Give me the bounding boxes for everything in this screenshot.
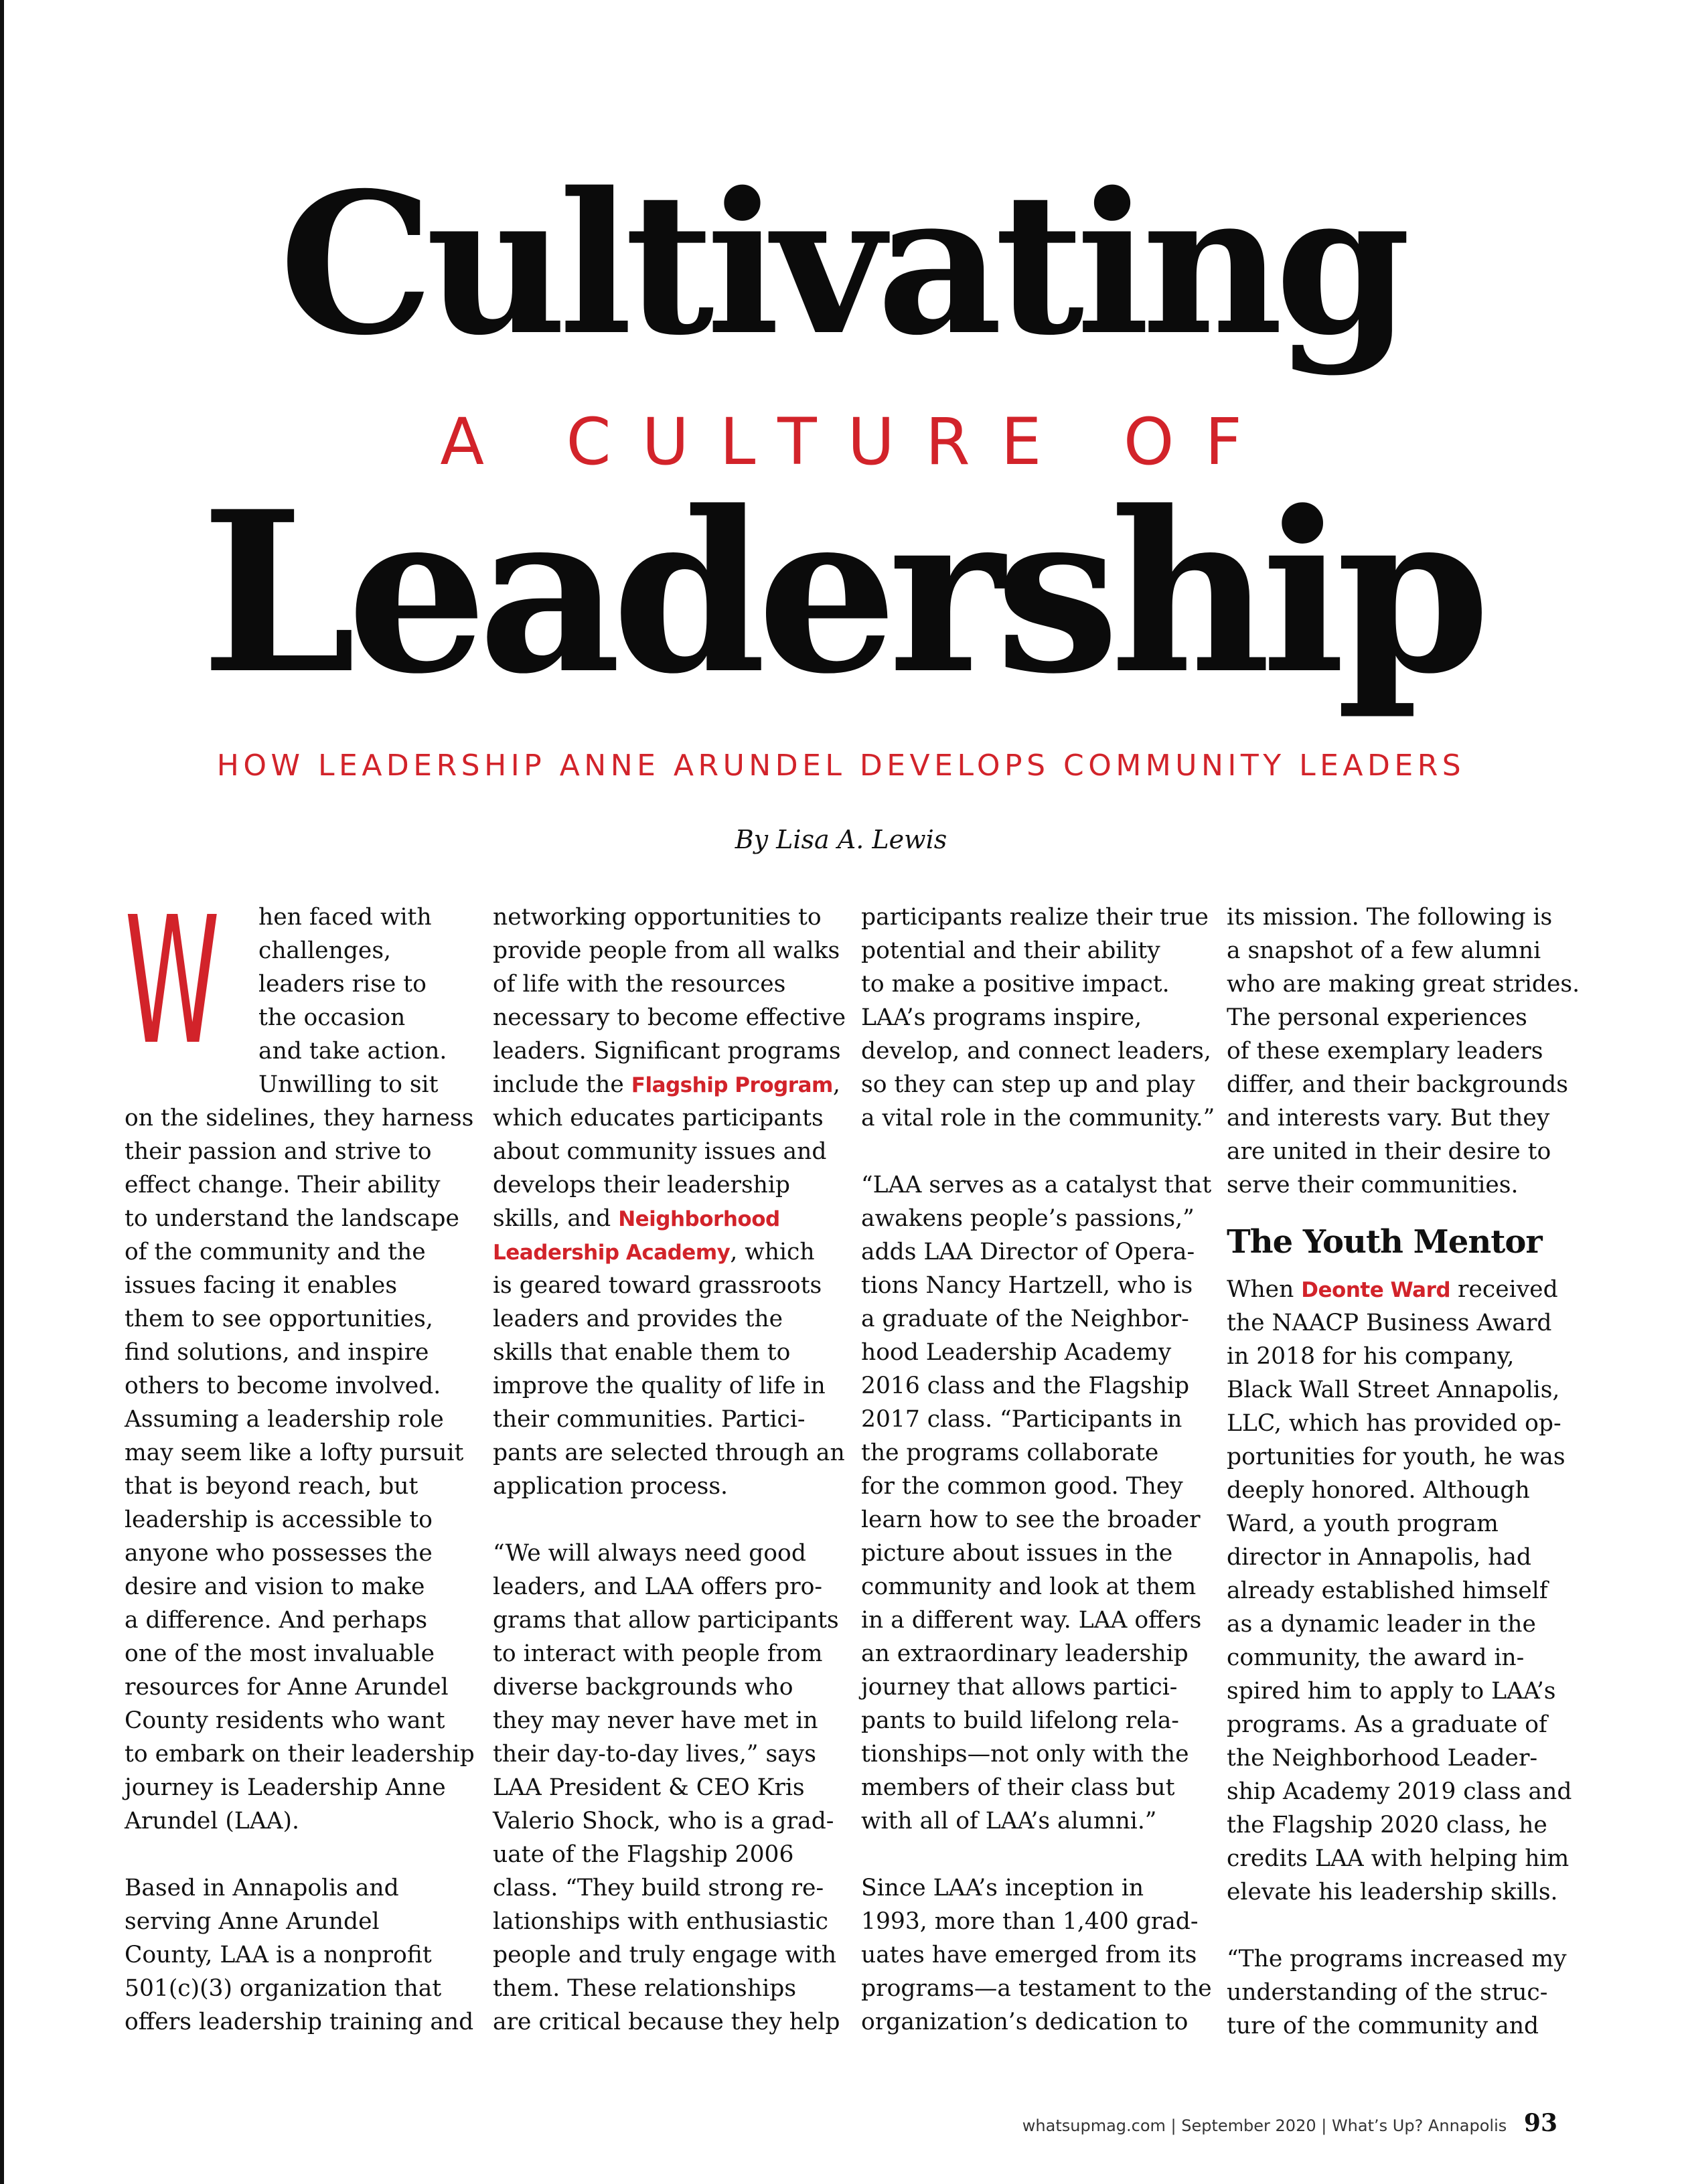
- text-line: uate of the Flagship 2006: [493, 1841, 794, 1868]
- text-line: develop, and connect leaders,: [861, 1038, 1211, 1065]
- text-line: leaders. Significant programs: [493, 1038, 841, 1065]
- text-line: pants are selected through an: [493, 1439, 845, 1466]
- text-line: lationships with enthusiastic: [493, 1908, 828, 1935]
- text-line: portunities for youth, he was: [1227, 1444, 1565, 1470]
- text-line: are critical because they help: [493, 2009, 840, 2035]
- text-line: their communities. Partici-: [493, 1406, 806, 1433]
- title-cultivating: Cultivating: [279, 151, 1403, 378]
- text-line: develops their leadership: [493, 1172, 791, 1198]
- section-heading-youth-mentor: The Youth Mentor: [1227, 1223, 1542, 1261]
- text-line: hood Leadership Academy: [861, 1339, 1172, 1366]
- text-line: Valerio Shock, who is a grad-: [493, 1808, 834, 1835]
- text-line: leaders, and LAA offers pro-: [493, 1573, 823, 1600]
- text-line: hen faced with: [258, 904, 432, 931]
- text-line: about community issues and: [493, 1138, 827, 1165]
- text-line: Since LAA’s inception in: [861, 1875, 1144, 1901]
- text-line: The personal experiences: [1227, 1004, 1527, 1031]
- text-line: issues facing it enables: [125, 1272, 398, 1299]
- text-line: uates have emerged from its: [861, 1942, 1197, 1968]
- text-line: members of their class but: [861, 1774, 1175, 1801]
- paragraph-gap: [861, 1838, 1196, 1871]
- text-line: that is beyond reach, but: [125, 1473, 418, 1500]
- text-line: journey is Leadership Anne: [125, 1774, 446, 1801]
- text-line: elevate his leadership skills.: [1227, 1879, 1558, 1905]
- text-line: may seem like a lofty pursuit: [125, 1439, 464, 1466]
- text-line: for the common good. They: [861, 1473, 1183, 1500]
- text-line: a graduate of the Neighbor-: [861, 1306, 1189, 1332]
- text-line: ship Academy 2019 class and: [1227, 1778, 1572, 1805]
- text-line: spired him to apply to LAA’s: [1227, 1678, 1556, 1705]
- article-column-3: [861, 901, 1215, 2039]
- page-number: 93: [1523, 2109, 1557, 2137]
- text-line: desire and vision to make: [125, 1573, 425, 1600]
- text-line: in 2018 for his company,: [1227, 1343, 1515, 1370]
- text-line: on the sidelines, they harness: [125, 1105, 474, 1132]
- text-line: “LAA serves as a catalyst that: [861, 1172, 1212, 1198]
- text-line: community and look at them: [861, 1573, 1197, 1600]
- text-line: an extraordinary leadership: [861, 1640, 1189, 1667]
- page-footer: [1022, 2109, 1557, 2137]
- text-line: leaders and provides the: [493, 1306, 783, 1332]
- text-line: 2017 class. “Participants in: [861, 1406, 1182, 1433]
- paragraph-gap: [861, 1135, 1196, 1168]
- text-line: the NAACP Business Award: [1227, 1310, 1552, 1336]
- deonte-ward-highlight: Deonte Ward: [1301, 1278, 1451, 1302]
- text-line: to understand the landscape: [125, 1205, 459, 1232]
- text-line: “The programs increased my: [1227, 1946, 1567, 1972]
- text-line: them to see opportunities,: [125, 1306, 433, 1332]
- title-leadership: Leadership: [200, 463, 1482, 722]
- text-line: programs—a testament to the: [861, 1975, 1212, 2002]
- flagship-program-highlight: Flagship Program: [631, 1073, 833, 1097]
- text-line: one of the most invaluable: [125, 1640, 435, 1667]
- text-line: a vital role in the community.”: [861, 1105, 1215, 1132]
- text-line: Black Wall Street Annapolis,: [1227, 1377, 1560, 1403]
- line-deonte-ward: When Deonte Ward received: [1227, 1276, 1558, 1303]
- text-line: application process.: [493, 1473, 729, 1500]
- text-line: others to become involved.: [125, 1373, 441, 1399]
- text-line: is geared toward grassroots: [493, 1272, 822, 1299]
- text-line: 501(c)(3) organization that: [125, 1975, 442, 2002]
- text-line: resources for Anne Arundel: [125, 1674, 449, 1701]
- text-line: a difference. And perhaps: [125, 1607, 428, 1634]
- text-line: grams that allow participants: [493, 1607, 839, 1634]
- text-line: networking opportunities to: [493, 904, 822, 931]
- text-line: of the community and the: [125, 1239, 426, 1265]
- paragraph-gap: [493, 1503, 828, 1537]
- line-flagship: include the Flagship Program,: [493, 1071, 840, 1098]
- article-column-2: [493, 901, 846, 2039]
- title-a-culture-of: A CULTURE OF: [440, 404, 1273, 479]
- text-line: director in Annapolis, had: [1227, 1544, 1532, 1571]
- text-line: of life with the resources: [493, 971, 786, 998]
- text-line: of these exemplary leaders: [1227, 1038, 1543, 1065]
- text-line: and take action.: [258, 1038, 447, 1065]
- text-line: necessary to become effective: [493, 1004, 846, 1031]
- text-line: deeply honored. Although: [1227, 1477, 1530, 1504]
- text-line: Unwilling to sit: [258, 1071, 439, 1098]
- text-line: understanding of the struc-: [1227, 1979, 1548, 2006]
- text-line: tions Nancy Hartzell, who is: [861, 1272, 1193, 1299]
- column-3-text: [861, 901, 1215, 2039]
- drop-cap: W: [125, 879, 220, 1083]
- text-line: their day-to-day lives,” says: [493, 1741, 816, 1768]
- text-line: “We will always need good: [493, 1540, 806, 1567]
- text-line: which educates participants: [493, 1105, 824, 1132]
- text-line: they may never have met in: [493, 1707, 818, 1734]
- text-line: organization’s dedication to: [861, 2009, 1189, 2035]
- article-column-4: [1227, 901, 1580, 2043]
- text-line: people and truly engage with: [493, 1942, 837, 1968]
- text-line: adds LAA Director of Opera-: [861, 1239, 1195, 1265]
- text-line: the occasion: [258, 1004, 406, 1031]
- text-line: class. “They build strong re-: [493, 1875, 824, 1901]
- text-line: anyone who possesses the: [125, 1540, 433, 1567]
- text-line: journey that allows partici-: [861, 1674, 1178, 1701]
- text-line: 2016 class and the Flagship: [861, 1373, 1190, 1399]
- text-line: Based in Annapolis and: [125, 1875, 399, 1901]
- text-line: improve the quality of life in: [493, 1373, 826, 1399]
- text-line: serve their communities.: [1227, 1172, 1519, 1198]
- text-line: offers leadership training and: [125, 2009, 474, 2035]
- text-line: participants realize their true: [861, 904, 1209, 931]
- byline: By Lisa A. Lewis: [735, 825, 947, 854]
- text-line: and interests vary. But they: [1227, 1105, 1550, 1132]
- text-line: pants to build lifelong rela-: [861, 1707, 1179, 1734]
- text-line: LAA’s programs inspire,: [861, 1004, 1142, 1031]
- leadership-academy-highlight: Leadership Academy: [493, 1241, 731, 1265]
- text-line: who are making great strides.: [1227, 971, 1580, 998]
- text-line: to embark on their leadership: [125, 1741, 475, 1768]
- text-line: the programs collaborate: [861, 1439, 1159, 1466]
- text-line: as a dynamic leader in the: [1227, 1611, 1536, 1638]
- text-line: are united in their desire to: [1227, 1138, 1551, 1165]
- text-line: County residents who want: [125, 1707, 445, 1734]
- text-line: learn how to see the broader: [861, 1506, 1201, 1533]
- neighborhood-highlight: Neighborhood: [618, 1207, 780, 1231]
- text-line: Arundel (LAA).: [125, 1808, 299, 1835]
- text-line: differ, and their backgrounds: [1227, 1071, 1568, 1098]
- column-2-text: [493, 901, 846, 2039]
- text-line: their passion and strive to: [125, 1138, 432, 1165]
- text-line: awakens people’s passions,”: [861, 1205, 1195, 1232]
- text-line: challenges,: [258, 937, 391, 964]
- text-line: potential and their ability: [861, 937, 1160, 964]
- text-line: LAA President & CEO Kris: [493, 1774, 805, 1801]
- text-line: a snapshot of a few alumni: [1227, 937, 1541, 964]
- article-column-1: [125, 901, 475, 2039]
- line-neighborhood: skills, and Neighborhood: [493, 1205, 780, 1232]
- text-line: the Neighborhood Leader-: [1227, 1745, 1538, 1772]
- text-line: Assuming a leadership role: [125, 1406, 444, 1433]
- text-line: in a different way. LAA offers: [861, 1607, 1202, 1634]
- text-line: to interact with people from: [493, 1640, 823, 1667]
- text-line: picture about issues in the: [861, 1540, 1173, 1567]
- text-line: with all of LAA’s alumni.”: [861, 1808, 1157, 1835]
- text-line: diverse backgrounds who: [493, 1674, 793, 1701]
- text-line: community, the award in-: [1227, 1644, 1525, 1671]
- text-line: the Flagship 2020 class, he: [1227, 1812, 1547, 1839]
- text-line: 1993, more than 1,400 grad-: [861, 1908, 1199, 1935]
- line-leadership-academy: Leadership Academy, which: [493, 1239, 815, 1265]
- text-line: to make a positive impact.: [861, 971, 1170, 998]
- text-line: effect change. Their ability: [125, 1172, 441, 1198]
- text-line: serving Anne Arundel: [125, 1908, 380, 1935]
- paragraph-gap: [125, 1838, 459, 1871]
- column-1-text: [125, 901, 475, 2039]
- text-line: them. These relationships: [493, 1975, 797, 2002]
- text-line: provide people from all walks: [493, 937, 840, 964]
- text-line: credits LAA with helping him: [1227, 1845, 1570, 1872]
- footer-text: whatsupmag.com | September 2020 | What’s Up? Annapolis: [1022, 2116, 1507, 2135]
- text-line: skills that enable them to: [493, 1339, 791, 1366]
- text-line: LLC, which has provided op-: [1227, 1410, 1561, 1437]
- text-line: tionships—not only with the: [861, 1741, 1189, 1768]
- text-line: ture of the community and: [1227, 2013, 1539, 2039]
- text-line: leadership is accessible to: [125, 1506, 433, 1533]
- text-line: so they can step up and play: [861, 1071, 1195, 1098]
- subtitle: HOW LEADERSHIP ANNE ARUNDEL DEVELOPS COMMUNITY LEADERS: [216, 749, 1466, 783]
- text-line: its mission. The following is: [1227, 904, 1553, 931]
- text-line: already established himself: [1227, 1577, 1548, 1604]
- paragraph-gap: [1227, 1909, 1561, 1942]
- text-line: find solutions, and inspire: [125, 1339, 429, 1366]
- text-line: programs. As a graduate of: [1227, 1711, 1547, 1738]
- column-4-text: [1227, 901, 1580, 2043]
- text-line: County, LAA is a nonprofit: [125, 1942, 432, 1968]
- text-line: Ward, a youth program: [1227, 1510, 1499, 1537]
- text-line: leaders rise to: [258, 971, 427, 998]
